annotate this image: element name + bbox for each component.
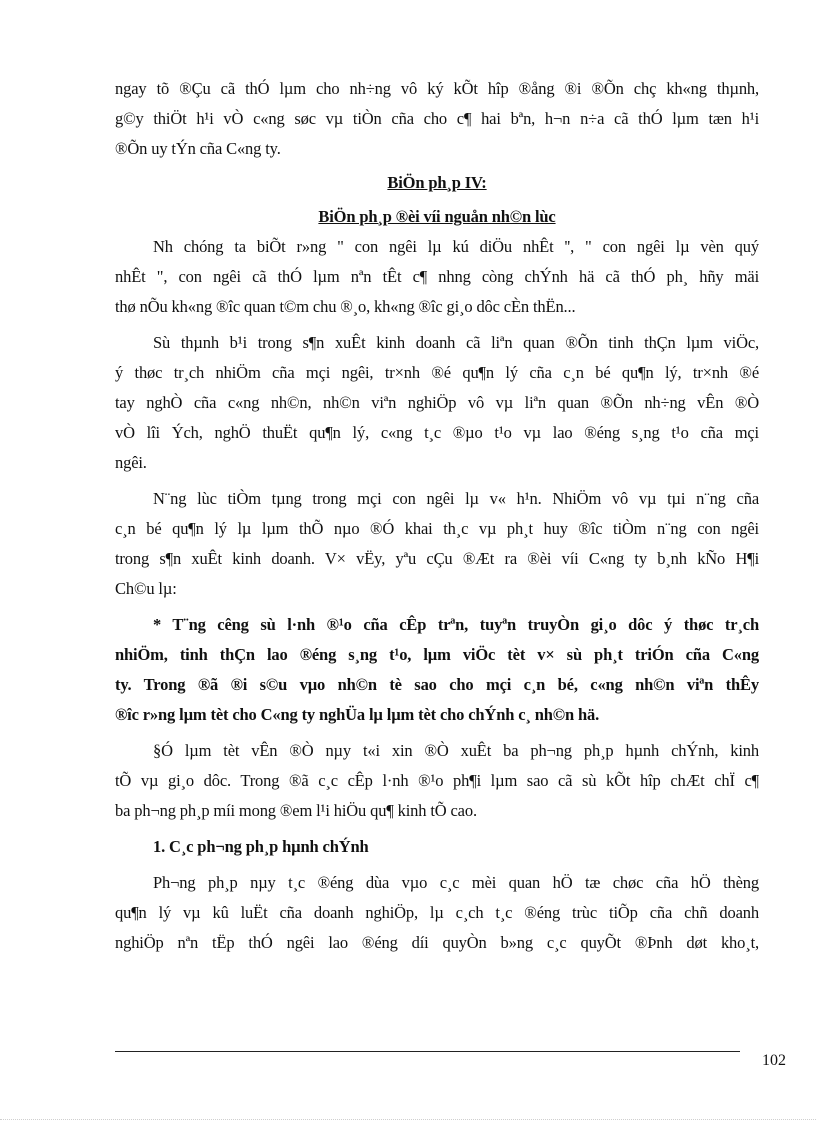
text-line: Ch©u lµ: — [115, 579, 177, 598]
text-line: Nh chóng ta biÕt r»ng " con ngêi lµ kú diÖu nhÊt '', " con ngêi lµ vèn quý — [153, 237, 759, 256]
text-line: ®Õn uy tÝn cña C«ng ty. — [115, 139, 281, 158]
text-line: Ph¬ng ph¸p nµy t¸c ®éng dùa vµo c¸c mèi quan hÖ tæ chøc cña hÖ thèng — [153, 873, 759, 892]
document-page — [115, 74, 759, 958]
bold-text-line: * T¨ng cêng sù l·nh ®¹o cña cÊp trªn, tuyªn truyÒn gi¸o dôc ý thøc tr¸ch — [153, 615, 759, 634]
page-bottom-edge — [0, 1119, 816, 1120]
bold-text-line: nhiÖm, tinh thÇn lao ®éng s¸ng t¹o, lµm viÖc tèt v× sù ph¸t triÓn cña C«ng — [115, 645, 759, 664]
text-line: c¸n bé qu¶n lý lµ lµm thÕ nµo ®Ó khai th¸c vµ ph¸t huy ®îc tiÒm n¨ng con ngêi — [115, 519, 759, 538]
text-line: tay nghÒ cña c«ng nh©n, nh©n viªn nghiÖp vô vµ liªn quan ®Õn nh÷ng vÊn ®Ò — [115, 393, 759, 412]
page-number: 102 — [762, 1052, 786, 1069]
text-line: Sù thµnh b¹i trong s¶n xuÊt kinh doanh cã liªn quan ®Õn tinh thÇn lµm viÖc, — [153, 333, 759, 352]
text-line: ngêi. — [115, 453, 147, 472]
section-heading: BiÖn ph¸p IV: — [387, 173, 487, 192]
text-line: nhÊt ", con ngêi cã thÓ lµm nªn tÊt c¶ nhng còng chÝnh hä cã thÓ ph¸ hñy mäi — [115, 267, 759, 286]
text-line: trong s¶n xuÊt kinh doanh. V× vËy, yªu cÇu ®Æt ra ®èi víi C«ng ty b¸nh kÑo H¶i — [115, 549, 759, 568]
section-subheading: BiÖn ph¸p ®èi víi nguån nh©n lùc — [318, 207, 556, 226]
text-line: nghiÖp nªn tËp thÓ ngêi lao ®éng díi quyÒn b»ng c¸c quyÕt ®Þnh døt kho¸t, — [115, 933, 759, 952]
text-line: ngay tõ ®Çu cã thÓ lµm cho nh÷ng vô ký kÕt hîp ®ång ®i ®Õn chç kh«ng thµnh, — [115, 79, 759, 98]
text-line: tÕ vµ gi¸o dôc. Trong ®ã c¸c cÊp l·nh ®¹o ph¶i lµm sao cã sù kÕt hîp chÆt chÏ c¶ — [115, 771, 759, 790]
text-line: vÒ lîi Ých, nghÖ thuËt qu¶n lý, c«ng t¸c ®µo t¹o vµ lao ®éng s¸ng t¹o cña mçi — [115, 423, 759, 442]
text-line: g©y thiÖt h¹i vÒ c«ng søc vµ tiÒn cña cho c¶ hai bªn, h¬n n÷a cã thÓ lµm tæn h¹i — [115, 109, 759, 128]
text-line: thø nÕu kh«ng ®îc quan t©m chu ®¸o, kh«ng ®îc gi¸o dôc cÈn thËn... — [115, 297, 576, 316]
text-line: §Ó lµm tèt vÊn ®Ò nµy t«i xin ®Ò xuÊt ba ph¬ng ph¸p hµnh chÝnh, kinh — [153, 741, 759, 760]
bold-text-line: ty. Trong ®ã ®i s©u vµo nh©n tè sao cho mçi c¸n bé, c«ng nh©n viªn thÊy — [115, 675, 759, 694]
text-line: N¨ng lùc tiÒm tµng trong mçi con ngêi lµ v« h¹n. NhiÖm vô vµ tµi n¨ng cña — [153, 489, 759, 508]
text-line: qu¶n lý vµ kû luËt cña doanh nghiÖp, lµ c¸ch t¸c ®éng trùc tiÕp cña chñ doanh — [115, 903, 759, 922]
bold-text-line: ®îc r»ng lµm tèt cho C«ng ty nghÜa lµ lµm tèt cho chÝnh c¸ nh©n hä. — [115, 705, 600, 724]
text-line: ba ph¬ng ph¸p míi mong ®em l¹i hiÖu qu¶ kinh tÕ cao. — [115, 801, 477, 820]
text-line: ý thøc tr¸ch nhiÖm cña mçi ngêi, tr×nh ®é qu¶n lý cña c¸n bé qu¶n lý, tr×nh ®é — [115, 363, 759, 382]
footer-divider — [115, 1051, 740, 1052]
numbered-heading: 1. C¸c ph¬ng ph¸p hµnh chÝnh — [153, 837, 369, 856]
